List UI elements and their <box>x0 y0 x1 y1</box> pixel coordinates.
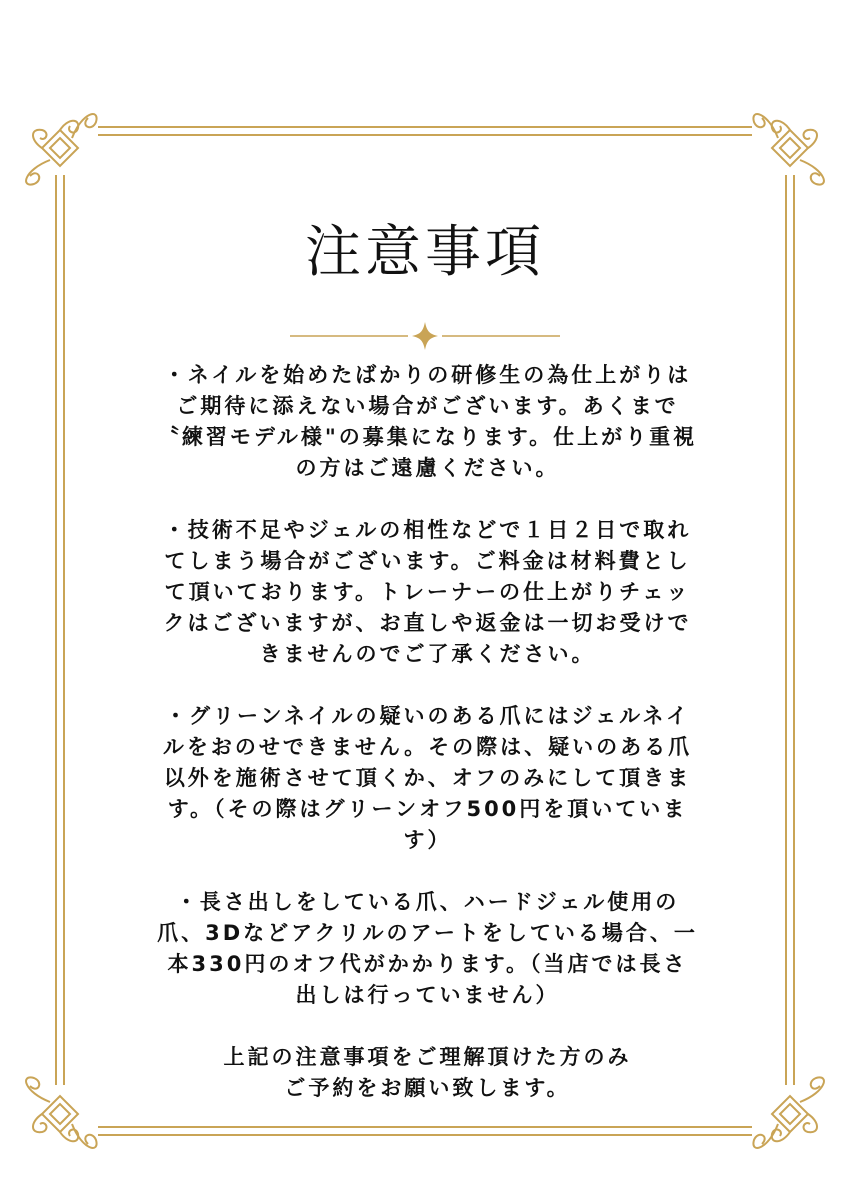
corner-ornament-bottom-right <box>753 1077 824 1148</box>
note-item: ・技術不足やジェルの相性などで１日２日で取れ てしまう場合がございます。ご料金は材料費とし て頂いております。トレーナーの仕上がりチェッ クはございますが、お直しや返金は一切お受けで きませんのでご了承ください。 <box>163 518 692 666</box>
title-divider <box>290 322 560 350</box>
note-item: ・ネイルを始めたばかりの研修生の為仕上がりは ご期待に添えない場合がございます。あくまで 〝練習モデル様"の募集になります。仕上がり重視 の方はご遠慮ください。 <box>157 363 698 480</box>
corner-ornament-top-left <box>26 114 97 185</box>
closing-message: 上記の注意事項をご理解頂けた方のみ ご予約をお願い致します。 <box>223 1045 632 1100</box>
diamond-star-icon <box>412 322 438 350</box>
corner-ornament-bottom-left <box>26 1077 97 1148</box>
notes-section <box>155 360 700 1125</box>
note-item: ・グリーンネイルの疑いのある爪にはジェルネイ ルをおのせできません。その際は、疑いのある爪 以外を施術させて頂くか、オフのみにして頂きま す。（その際はグリーンオフ500円を頂いていま す） <box>162 704 693 852</box>
corner-ornament-top-right <box>753 114 824 185</box>
note-item: ・長さ出しをしている爪、ハードジェル使用の 爪、3Dなどアクリルのアートをしている場合、一 本330円のオフ代がかかります。（当店では長さ 出しは行っていません） <box>157 890 698 1007</box>
page-title: 注意事項 <box>305 220 545 285</box>
